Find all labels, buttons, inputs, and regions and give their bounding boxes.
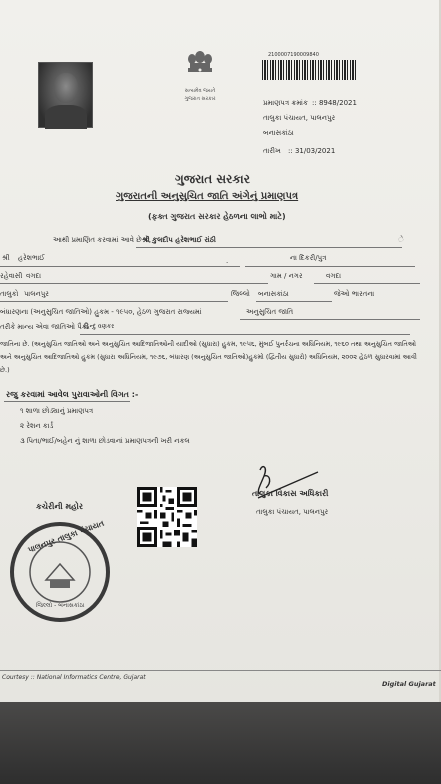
relation: ના દિકરી/પુત્ર bbox=[290, 254, 327, 262]
row4-tail: જેઓ ભારતના bbox=[334, 290, 375, 298]
row2-dot: . bbox=[226, 257, 229, 265]
office-seal-label: કચેરીની મહોર bbox=[36, 502, 83, 511]
desk-shadow bbox=[0, 702, 441, 784]
evidence-item: ૨ રેશન કાર્ડ bbox=[20, 422, 54, 430]
legal-paragraph: જાતિના છે. (અનુસુચિત જાતિઓ અને અનુસુચિત આદિજાતિઓની યાદીઓ (સુધારા) હુકમ, ૧૯૫૬, મુંબઈ પુનર્રચના અધિનિયમ, ૧૯૬૦ તથા અનુસુચિત જાતિઓ અને અનુસુચિત આદિજાતિઓ હુકમ (સુધારા અધિનિયમ, ૧૯૭૬, બંધારણ (અનુસુચિત જાતિઓ)હુકમો (દ્વિતીય સુધારો) અધિનિયમ, ૨૦૦૨ હેઠળ સુધારવામાં આવી છે.) bbox=[0, 340, 417, 374]
village-value: વગદા bbox=[326, 272, 342, 280]
caste-name: હિન્દુ વણકર bbox=[84, 323, 115, 330]
cert-no-label: પ્રમાણપત્ર ક્રમાંક bbox=[263, 99, 308, 107]
evidence-item: ૧ શાળા છોડ્યાનું પ્રમાણપત્ર bbox=[20, 407, 94, 415]
taluka-label: તાલુકો bbox=[0, 290, 19, 298]
row2-label: શ્રી bbox=[2, 254, 10, 262]
date-label: તારીખ bbox=[263, 147, 281, 155]
applicant-photo bbox=[38, 62, 93, 128]
officer-office: તાલુકા પંચાયત, પાલનપુર bbox=[256, 508, 329, 516]
district-value: બનાસકાંઠા bbox=[258, 290, 289, 298]
district-label: જિલ્લો bbox=[231, 290, 250, 298]
qr-code bbox=[137, 487, 197, 547]
district-line: બનાસકાંઠા bbox=[263, 129, 294, 137]
caste-category: અનુસુચિત જાતિ bbox=[246, 308, 294, 316]
row5-text: બંધારણના (અનુસુચિત જાતિઓ) હુકમ - ૧૯૫૦, હેઠળ ગુજરાત રાજ્યમાં bbox=[0, 308, 202, 316]
barcode-number: 2100007190009840 bbox=[268, 52, 319, 58]
applicant-name: શ્રી કુલદીપ હરેશભાઈ રાંઠી bbox=[142, 236, 216, 244]
office-line: તાલુકા પંચાયત, પાલનપુર bbox=[263, 114, 336, 122]
certificate-subtitle: (ફક્ત ગુજરાત સરકાર હેઠળના લાભો માટે) bbox=[148, 212, 286, 221]
father-name: હરેશભાઈ bbox=[18, 254, 45, 262]
officer-title: તાલુકા વિકાસ અધિકારી bbox=[252, 489, 329, 498]
certify-text: આથી પ્રમાણિત કરવામાં આવે છે કે, bbox=[53, 236, 152, 244]
seal-text-top: પાલનપુર તાલુકા પંચાયત bbox=[26, 518, 106, 555]
gov-title: ગુજરાત સરકાર bbox=[175, 172, 250, 186]
date-value: :: 31/03/2021 bbox=[288, 147, 336, 155]
residence-label: રહેવાસી bbox=[0, 272, 23, 280]
barcode bbox=[262, 60, 358, 80]
residence-value: વગદા bbox=[26, 272, 42, 280]
taluka-value: પાલનપુર bbox=[24, 290, 49, 298]
digital-gujarat: Digital Gujarat bbox=[382, 680, 436, 688]
courtesy-text: Courtesy :: National Informatics Centre, Gujarat bbox=[2, 674, 146, 681]
emblem-caption-1: સત્યમેવ જયતે bbox=[184, 88, 216, 94]
row6-text: તરીકે માન્ય એવા જાતિઓ પૈકી bbox=[0, 323, 89, 331]
row1-end: ે bbox=[398, 236, 404, 244]
office-seal bbox=[8, 520, 112, 624]
evidence-item: ૩ પિતા/ભાઈ/બહેન નું શાળા છોડવાનાં પ્રમાણપત્રની ખરી નકલ bbox=[20, 437, 190, 445]
cert-no-value: :: 8948/2021 bbox=[312, 99, 357, 107]
evidence-heading: રજુ કરવામાં આવેલ પુરાવાઓની વિગત :- bbox=[6, 390, 139, 399]
emblem-caption-2: ગુજરાત સરકાર bbox=[184, 96, 216, 102]
village-label: ગામ / નગર bbox=[270, 272, 303, 280]
certificate-title: ગુજરાતની અનુસુચિત જાતિ અંગેનું પ્રમાણપત્ર bbox=[116, 191, 299, 202]
seal-text-bottom: જિલ્લો - બનાસકાંઠા bbox=[36, 602, 85, 609]
